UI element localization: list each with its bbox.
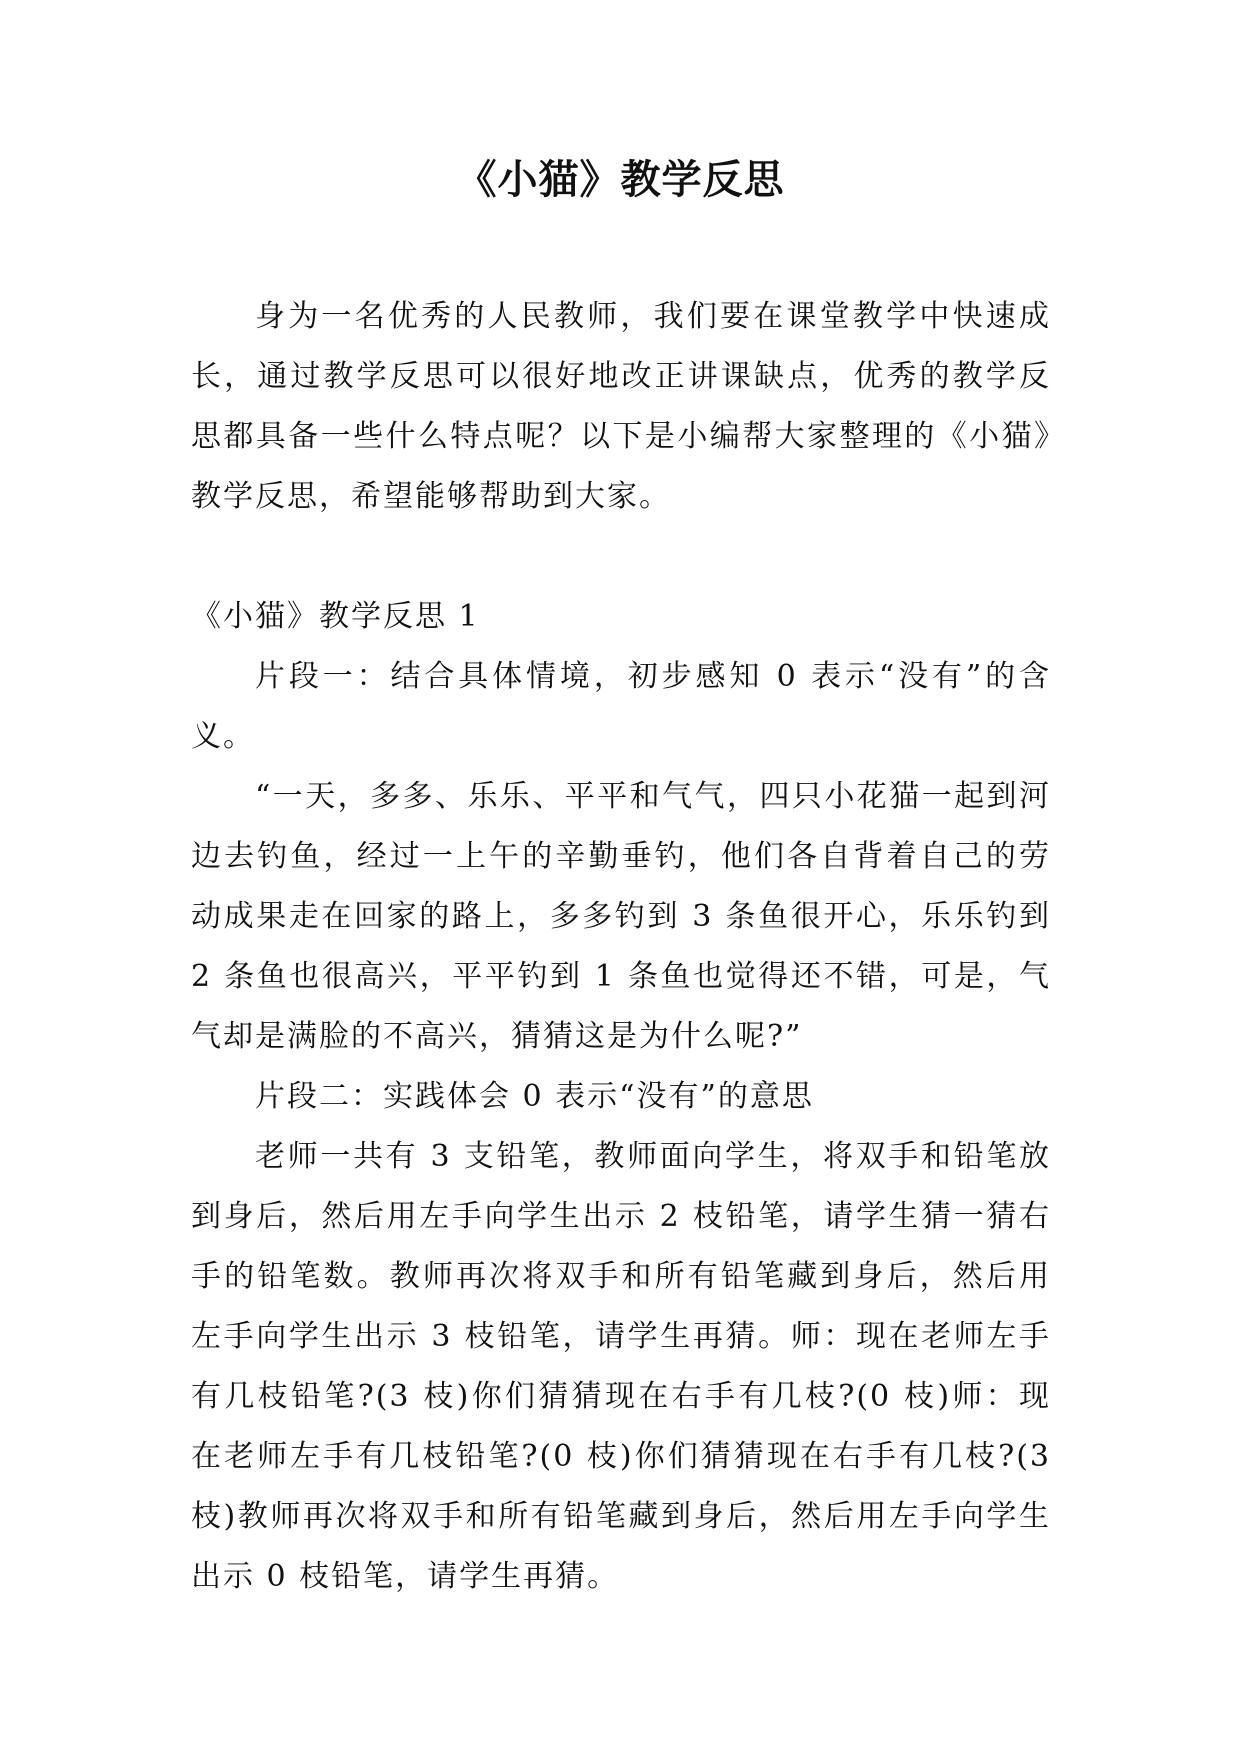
document-title: 《小猫》教学反思 [456,156,785,203]
intro-paragraph: 身为一名优秀的人民教师，我们要在课堂教学中快速成长，通过教学反思可以很好地改正讲课缺点，优秀的教学反思都具备一些什么特点呢？以下是小编帮大家整理的《小猫》教学反思，希望能够帮助到大家。 [191,299,1051,514]
paragraph-pencil-activity: 老师一共有 3 支铅笔，教师面向学生，将双手和铅笔放到身后，然后用左手向学生出示 2 枝铅笔，请学生猜一猜右手的铅笔数。教师再次将双手和所有铅笔藏到身后，然后用左手向学生出示 3 枝铅笔，请学生再猜。师：现在老师左手有几枝铅笔?(3 枝)你们猜猜现在右手有几枝?(0 枝)师：现在老师左手有几枝铅笔?(0 枝)你们猜猜现在右手有几枝?(3 枝)教师再次将双手和所有铅笔藏到身后，然后用左手向学生出示 0 枝铅笔，请学生再猜。 [191,1139,1051,1594]
document-body [191,287,1051,1607]
paragraph-fragment-one: 片段一：结合具体情境，初步感知 0 表示“没有”的含义。 [191,659,1051,754]
paragraph-story: “一天，多多、乐乐、平平和气气，四只小花猫一起到河边去钓鱼，经过一上午的辛勤垂钓，他们各自背着自己的劳动成果走在回家的路上，多多钓到 3 条鱼很开心，乐乐钓到 2 条鱼也很高兴，平平钓到 1 条鱼也觉得还不错，可是，气气却是满脸的不高兴，猜猜这是为什么呢?” [191,779,1051,1054]
paragraph-fragment-two: 片段二：实践体会 0 表示“没有”的意思 [255,1079,814,1114]
section-heading: 《小猫》教学反思 1 [191,599,480,634]
